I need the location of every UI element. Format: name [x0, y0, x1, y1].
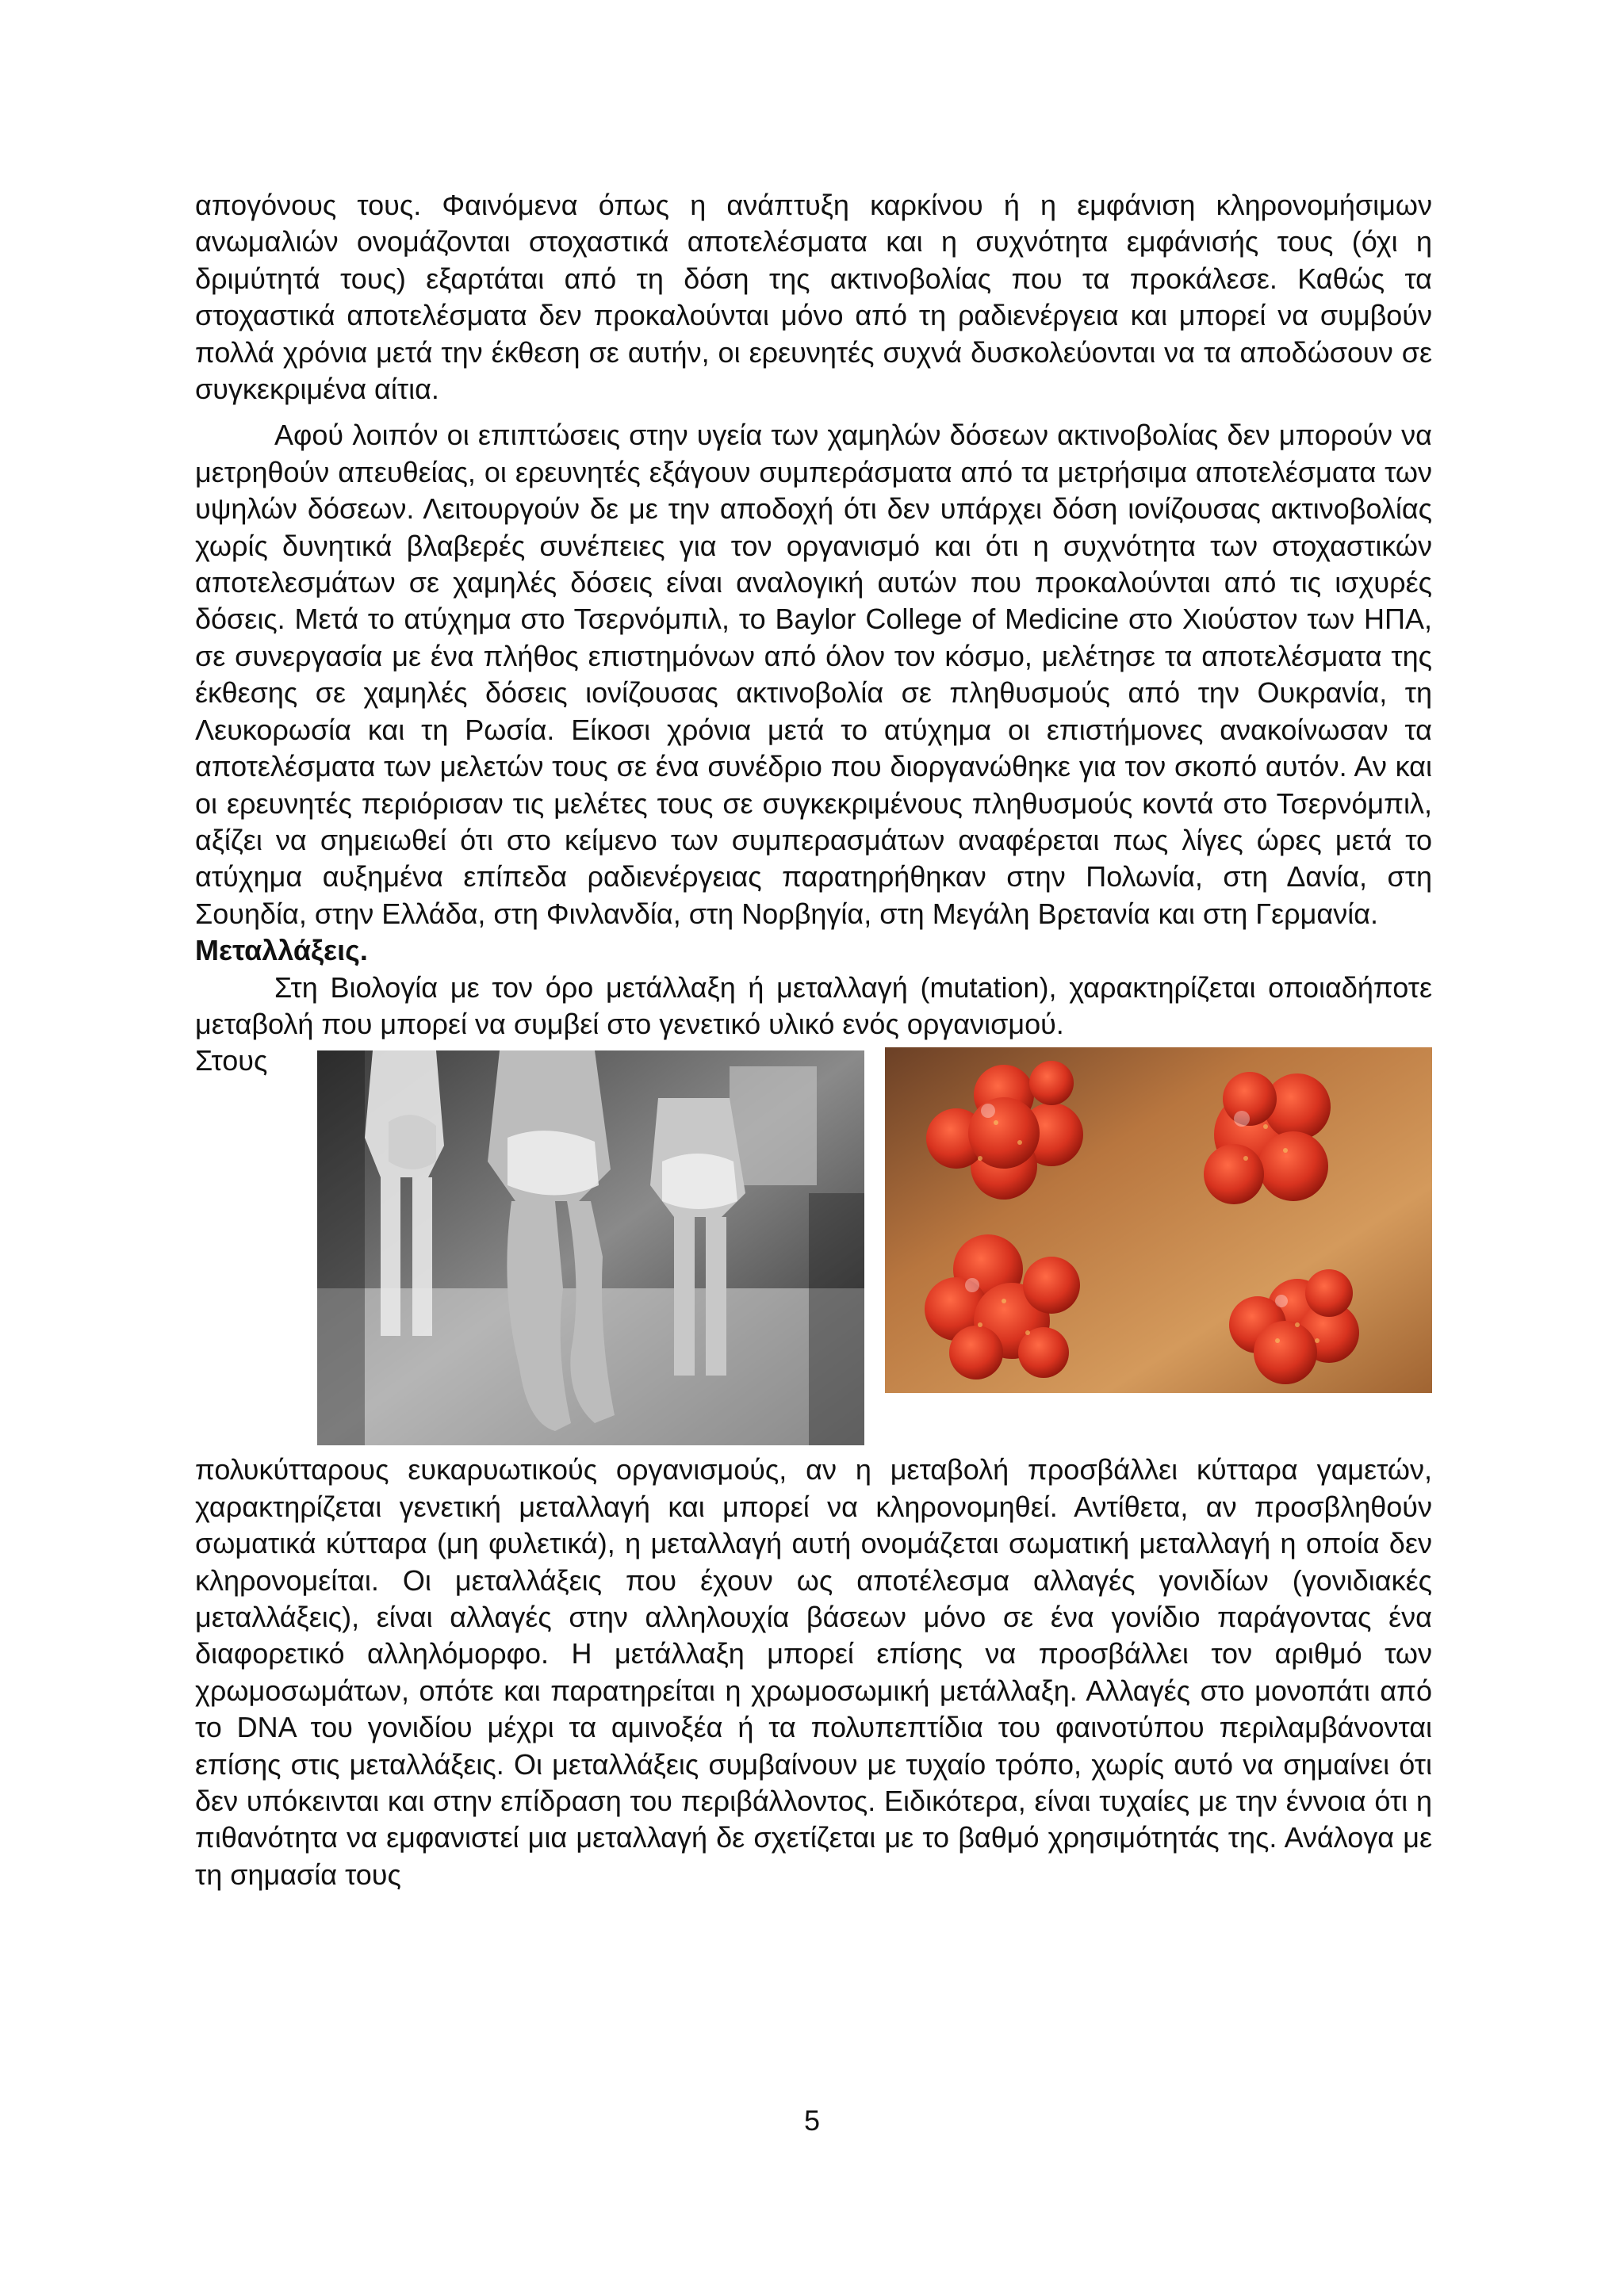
page-number: 5 — [803, 2104, 821, 2137]
paragraph-3-body: Στους πολυκύτταρους ευκαρυωτικούς οργανισμούς, αν η μεταβολή προσβάλλει κύτταρα γαμετών, χαρακτηρίζεται γενετική μεταλλαγή και μπορεί να κληρονομηθεί. Αντίθετα, αν προσβληθούν σωματικά κύτταρα (μη φυλετικά), η μεταλλαγή αυτή ονομάζεται σωματική μεταλλαγή η οποία δεν κληρονομείται. Οι μεταλλάξεις που έχουν ως αποτέλεσμα αλλαγές γονιδίων (γονιδιακές μεταλλάξεις), είναι αλλαγές στην αλληλουχία βάσεων μόνο σε ένα γονίδιο παράγοντας ένα διαφορετικό αλληλόμορφο. Η μετάλλαξη μπορεί επίσης να προσβάλλει τον αριθμό των χρωμοσωμάτων, οπότε και παρατηρείται η χρωμοσωμική μετάλλαξη. Αλλαγές στο μονοπάτι από το DNA του γονιδίου μέχρι τα αμινοξέα ή τα πολυπεπτίδια του φαινοτύπου περιλαμβάνονται επίσης στις μεταλλάξεις. Οι μεταλλάξεις συμβαίνουν με τυχαίο τρόπο, χωρίς αυτό να σημαίνει ότι δεν υπόκεινται και στην επίδραση του περιβάλλοντος. Ειδικότερα, είναι τυχαίες με την έννοια ότι η πιθανότητα να εμφανιστεί μια μεταλλαγή δε σχετίζεται με το βαθμό χρησιμότητάς της. Ανάλογα με τη σημασία τους — [195, 1044, 1432, 1891]
paragraph-2: Αφού λοιπόν οι επιπτώσεις στην υγεία των χαμηλών δόσεων ακτινοβολίας δεν μπορούν να μετρηθούν απευθείας, οι ερευνητές εξάγουν συμπεράσματα από τα μετρήσιμα αποτελέσματα των υψηλών δόσεων. Λειτουργούν δε με την αποδοχή ότι δεν υπάρχει δόση ιονίζουσας ακτινοβολίας χωρίς δυνητικά βλαβερές συνέπειες για τον οργανισμό και ότι η συχνότητα των στοχαστικών αποτελεσμάτων σε χαμηλές δόσεις είναι αναλογική αυτών που προκαλούνται από τις ισχυρές δόσεις. Μετά το ατύχημα στο Τσερνόμπιλ, το Baylor College of Medicine στο Χιούστον των ΗΠΑ, σε συνεργασία με ένα πλήθος επιστημόνων από όλον τον κόσμο, μελέτησε τα αποτελέσματα της έκθεσης σε χαμηλές δόσεις ιονίζουσας ακτινοβολία σε πληθυσμούς από την Ουκρανία, τη Λευκορωσία και τη Ρωσία. Είκοσι χρόνια μετά το ατύχημα οι επιστήμονες ανακοίνωσαν τα αποτελέσματα των μελετών τους σε ένα συνέδριο που διοργανώθηκε για τον σκοπό αυτόν. Αν και οι ερευνητές περιόρισαν τις μελέτες τους σε συγκεκριμένους πληθυσμούς κοντά στο Τσερνόμπιλ, αξίζει να σημειωθεί ότι στο κείμενο των συμπερασμάτων αναφέρεται πως λίγες ώρες μετά το ατύχημα αυξημένα επίπεδα ραδιενέργειας παρατηρήθηκαν στην Πολωνία, στη Δανία, στη Σουηδία, στην Ελλάδα, στη Φινλανδία, στη Νορβηγία, στη Μεγάλη Βρετανία και στη Γερμανία. — [195, 419, 1432, 930]
section-heading: Μεταλλάξεις. — [195, 934, 368, 967]
strawberries-illustration — [885, 1047, 1432, 1393]
paragraph-1: απογόνους τους. Φαινόμενα όπως η ανάπτυξη καρκίνου ή η εμφάνιση κληρονομήσιμων ανωμαλιών ονομάζονται στοχαστικά αποτελέσματα και η συχνότητα εμφάνισής τους (όχι η δριμύτητά τους) εξαρτάται από τη δόση της ακτινοβολίας που τα προκάλεσε. Καθώς τα στοχαστικά αποτελέσματα δεν προκαλούνται μόνο από τη ραδιενέργεια και μπορεί να συμβούν πολλά χρόνια μετά την έκθεση σε αυτήν, οι ερευνητές συχνά δυσκολεύονται να τα αποδώσουν σε συγκεκριμένα αίτια. — [195, 189, 1432, 406]
paragraph-3-intro: Στη Βιολογία με τον όρο μετάλλαξη ή μεταλλαγή (mutation), χαρακτηρίζεται οποιαδήποτε μεταβολή που μπορεί να συμβεί στο γενετικό υλικό ενός οργανισμού. — [195, 970, 1432, 1040]
mutated-strawberries-photo — [885, 1047, 1432, 1393]
document-body — [195, 187, 1432, 1893]
affected-children-photo — [317, 1050, 864, 1445]
children-illustration — [317, 1050, 864, 1445]
